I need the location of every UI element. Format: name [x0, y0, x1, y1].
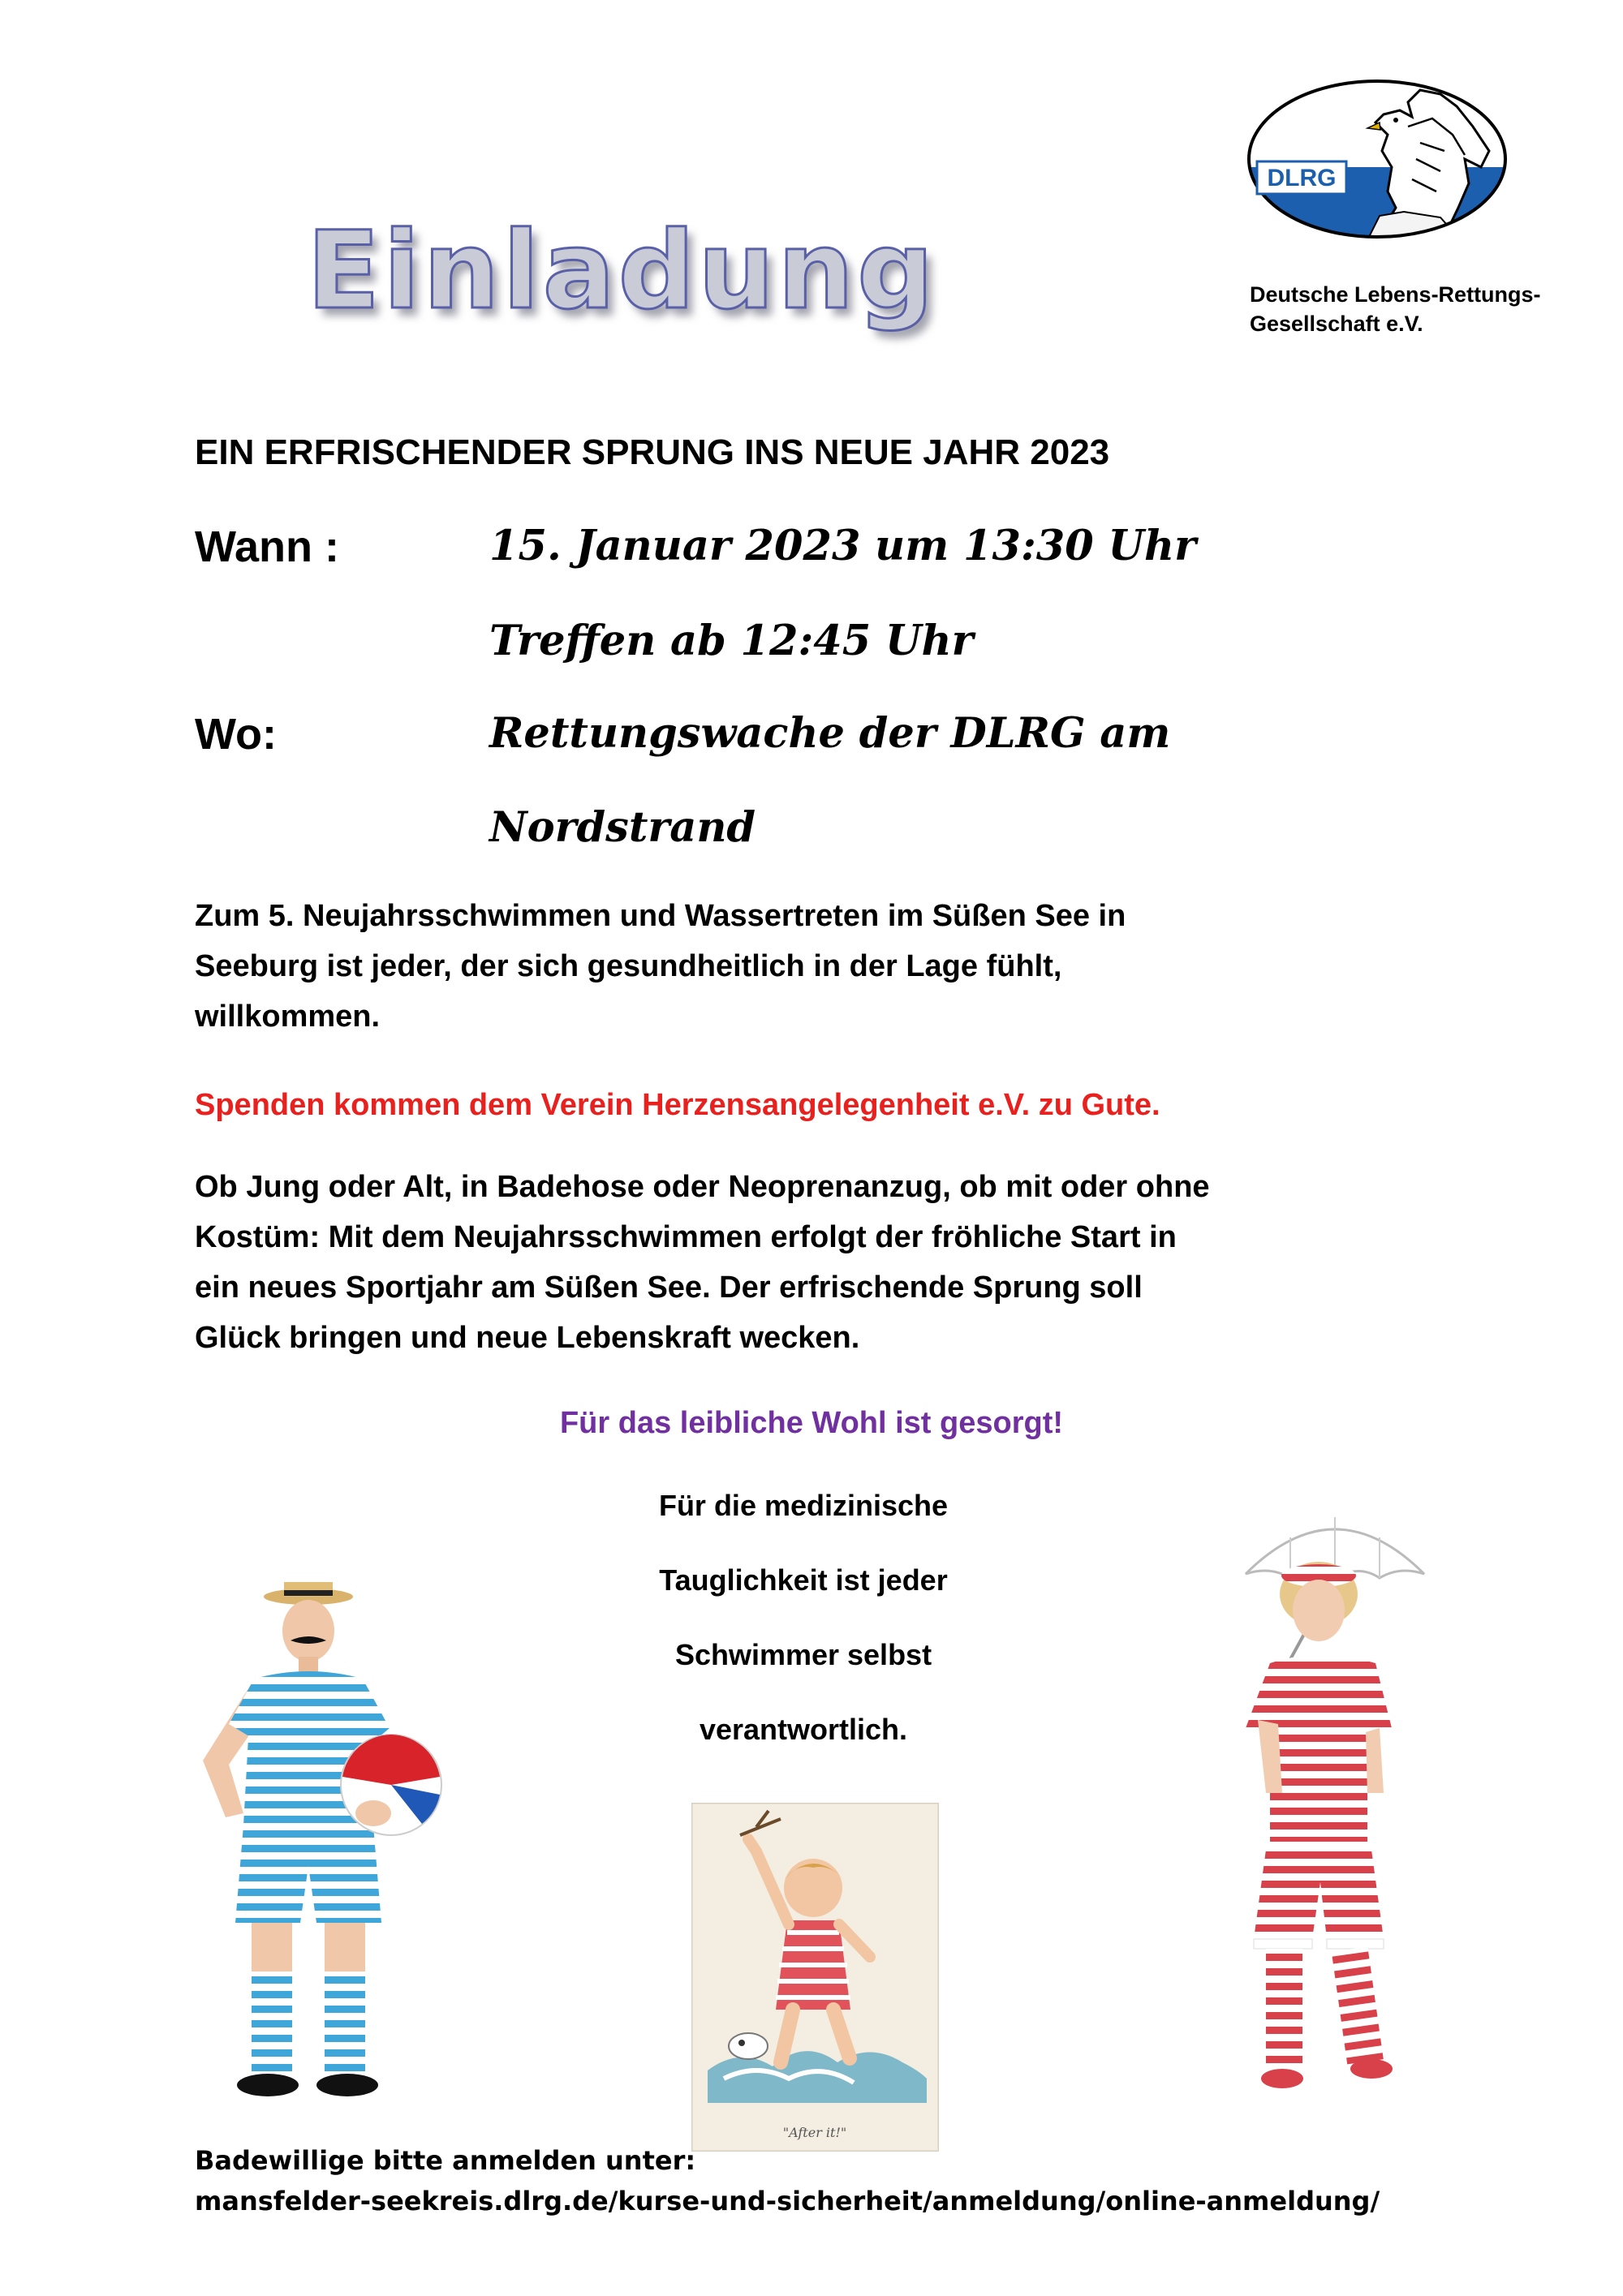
- dlrg-eagle-logo-icon: [1246, 78, 1509, 240]
- logo-caption-line1: Deutsche Lebens-Rettungs-: [1250, 282, 1541, 307]
- medical-line: Schwimmer selbst: [674, 1638, 932, 1671]
- registration-footer: [195, 2140, 1380, 2221]
- where-value-line2: Nordstrand: [489, 803, 756, 852]
- registration-label: Badewillige bitte anmelden unter:: [195, 2145, 696, 2176]
- vintage-postcard-image: [691, 1803, 939, 2152]
- logo-text: DLRG: [1267, 165, 1337, 191]
- registration-link[interactable]: mansfelder-seekreis.dlrg.de/kurse-und-sicherheit/anmeldung/online-anmeldung/: [195, 2186, 1380, 2216]
- headline: EIN ERFRISCHENDER SPRUNG INS NEUE JAHR 2023: [195, 432, 1110, 472]
- description-line: Ob Jung oder Alt, in Badehose oder Neoprenanzug, ob mit oder ohne: [195, 1170, 1210, 1204]
- man-swimsuit-image: [179, 1582, 454, 2101]
- intro-paragraph: [195, 891, 1461, 1042]
- medical-line: verantwortlich.: [699, 1713, 908, 1746]
- medical-line: Für die medizinische: [658, 1489, 949, 1522]
- woman-swimsuit-image: [1221, 1501, 1449, 2101]
- where-label: Wo:: [195, 710, 277, 759]
- when-label: Wann :: [195, 522, 339, 571]
- page-title: Einladung: [307, 209, 937, 333]
- catering-note: Für das leibliche Wohl ist gesorgt!: [559, 1406, 1064, 1440]
- intro-line: Seeburg ist jeder, der sich gesundheitlich in der Lage fühlt,: [195, 949, 1062, 983]
- when-value-date: 15. Januar 2023 um 13:30 Uhr: [489, 522, 1196, 570]
- description-line: ein neues Sportjahr am Süßen See. Der erfrischende Sprung soll: [195, 1271, 1143, 1305]
- description-line: Glück bringen und neue Lebenskraft wecken.: [195, 1321, 860, 1355]
- logo-caption: [1250, 280, 1541, 338]
- postcard-caption: "After it!": [782, 2125, 847, 2140]
- intro-line: willkommen.: [195, 1000, 381, 1034]
- when-value-meeting: Treffen ab 12:45 Uhr: [489, 617, 974, 665]
- description-line: Kostüm: Mit dem Neujahrsschwimmen erfolgt der fröhliche Start in: [195, 1220, 1177, 1254]
- man-striped-swimsuit-icon: [179, 1582, 454, 2101]
- donation-note: Spenden kommen dem Verein Herzensangelegenheit e.V. zu Gute.: [195, 1088, 1160, 1122]
- medical-line: Tauglichkeit ist jeder: [659, 1563, 948, 1597]
- where-value-line1: Rettungswache der DLRG am: [489, 709, 1171, 758]
- logo-caption-line2: Gesellschaft e.V.: [1250, 312, 1423, 336]
- dlrg-logo: [1246, 78, 1509, 240]
- medical-note: [568, 1468, 1039, 1767]
- intro-line: Zum 5. Neujahrsschwimmen und Wassertreten im Süßen See in: [195, 899, 1126, 933]
- vintage-postcard-icon: [691, 1803, 939, 2152]
- woman-striped-swimsuit-icon: [1221, 1501, 1449, 2101]
- description-paragraph: [195, 1162, 1461, 1363]
